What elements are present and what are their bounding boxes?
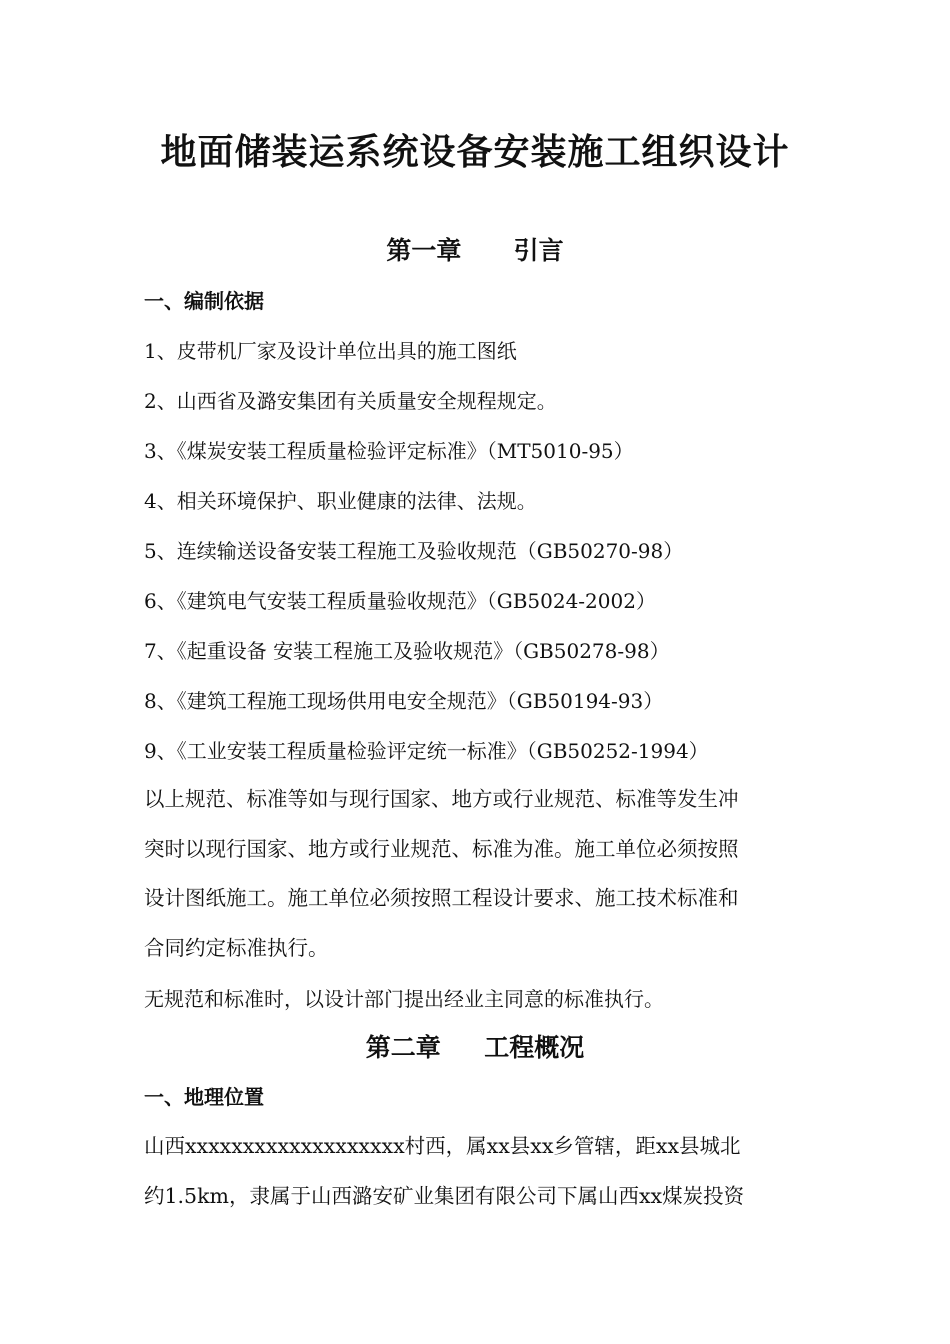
- paragraph-line: 约1.5km，隶属于山西潞安矿业集团有限公司下属山西xx煤炭投资: [144, 1183, 745, 1208]
- basis-item-2: 2、山西省及潞安集团有关质量安全规程规定。: [144, 389, 557, 413]
- basis-item-8: 8、《建筑工程施工现场供用电安全规范》（GB50194-93）: [144, 689, 664, 713]
- location-paragraph: [144, 1122, 812, 1221]
- section-geographic-location: 一、地理位置: [144, 1085, 264, 1109]
- basis-item-1: 1、皮带机厂家及设计单位出具的施工图纸: [144, 339, 517, 363]
- section-compilation-basis: 一、编制依据: [144, 289, 264, 313]
- basis-item-4: 4、相关环境保护、职业健康的法律、法规。: [144, 489, 537, 513]
- closing-paragraph: 无规范和标准时，以设计部门提出经业主同意的标准执行。: [144, 987, 664, 1011]
- paragraph-line: 突时以现行国家、地方或行业规范、标准为准。施工单位必须按照: [144, 836, 739, 861]
- basis-item-3: 3、《煤炭安装工程质量检验评定标准》（MT5010-95）: [144, 439, 634, 463]
- chapter-2-heading: 第二章 工程概况: [365, 1033, 585, 1062]
- precedence-paragraph: [144, 775, 812, 973]
- basis-item-7: 7、《起重设备 安装工程施工及验收规范》（GB50278-98）: [144, 639, 670, 663]
- basis-item-5: 5、连续输送设备安装工程施工及验收规范（GB50270-98）: [144, 539, 684, 563]
- paragraph-line: 以上规范、标准等如与现行国家、地方或行业规范、标准等发生冲: [144, 787, 739, 811]
- chapter-1-heading: 第一章 引言: [386, 236, 564, 265]
- paragraph-line: 设计图纸施工。施工单位必须按照工程设计要求、施工技术标准和: [144, 886, 739, 910]
- basis-item-9: 9、《工业安装工程质量检验评定统一标准》（GB50252-1994）: [144, 739, 709, 763]
- paragraph-line: 合同约定标准执行。: [144, 935, 329, 960]
- paragraph-line: 山西xxxxxxxxxxxxxxxxxxx村西，属xx县xx乡管辖，距xx县城北: [144, 1134, 741, 1158]
- basis-item-6: 6、《建筑电气安装工程质量验收规范》（GB5024-2002）: [144, 589, 656, 613]
- document-title: 地面储装运系统设备安装施工组织设计: [160, 132, 790, 173]
